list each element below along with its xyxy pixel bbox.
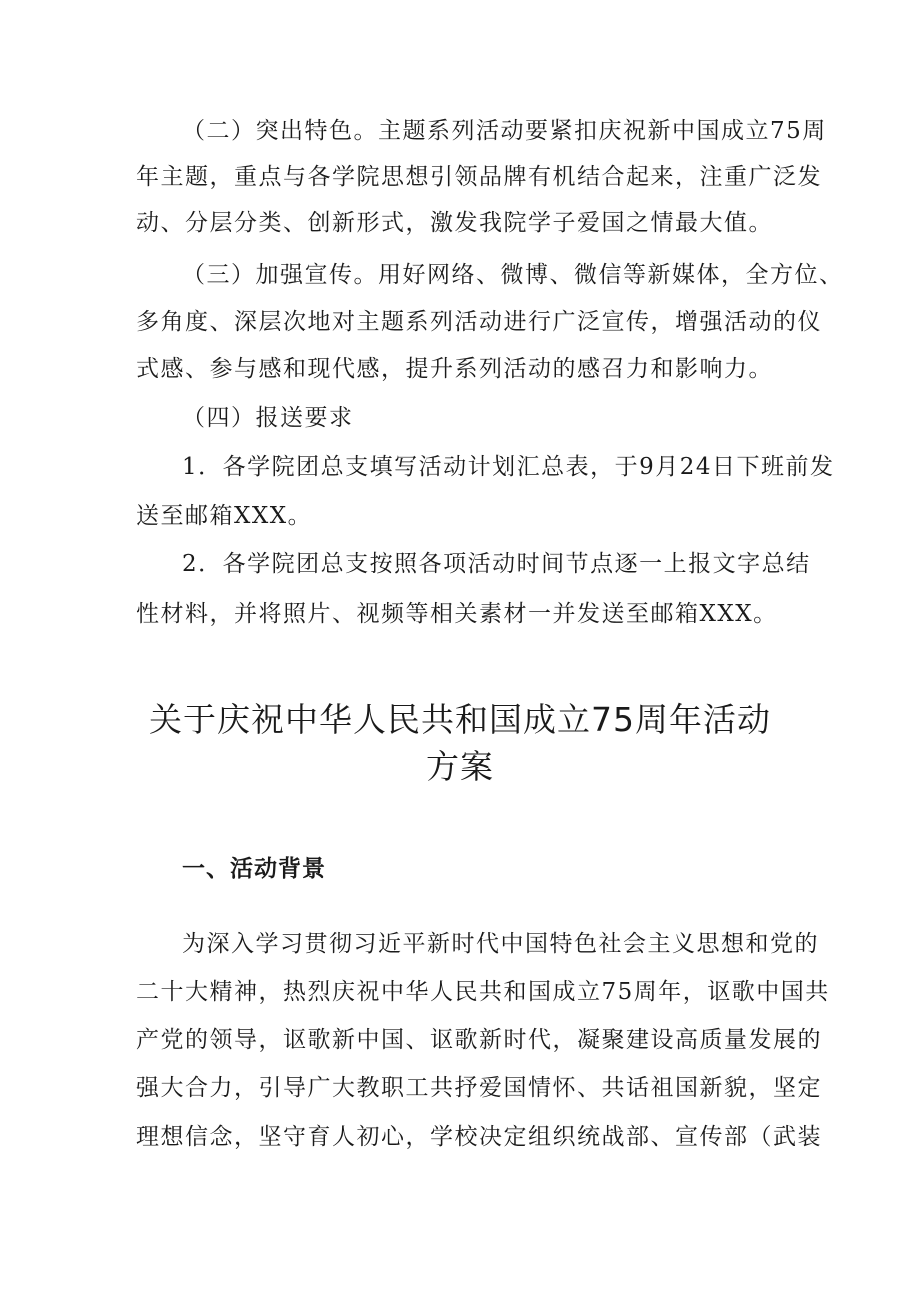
section4-heading: （四）报送要求 (182, 405, 354, 431)
document-title-line-1: 关于庆祝中华人民共和国成立75周年活动 (149, 700, 771, 739)
section2-line-2: 年主题，重点与各学院思想引领品牌有机结合起来，注重广泛发 (136, 164, 822, 190)
section3-line-1: （三）加强宣传。用好网络、微博、微信等新媒体，全方位、 (182, 262, 844, 288)
background-line-1: 为深入学习贯彻习近平新时代中国特色社会主义思想和党的 (182, 931, 819, 957)
section3-line-3: 式感、参与感和现代感，提升系列活动的感召力和影响力。 (136, 356, 773, 382)
background-heading: 一、活动背景 (182, 856, 326, 882)
section3-line-2: 多角度、深层次地对主题系列活动进行广泛宣传，增强活动的仪 (136, 309, 822, 335)
section2-line-3: 动、分层分类、创新形式，激发我院学子爱国之情最大值。 (136, 210, 773, 236)
background-line-3: 产党的领导，讴歌新中国、讴歌新时代，凝聚建设高质量发展的 (136, 1027, 822, 1053)
section4-item1-line-1: 1．各学院团总支填写活动计划汇总表，于9月24日下班前发 (182, 454, 835, 480)
section4-item1-line-2: 送至邮箱XXX。 (136, 503, 313, 529)
background-line-2: 二十大精神，热烈庆祝中华人民共和国成立75周年，讴歌中国共 (136, 979, 830, 1005)
background-line-4: 强大合力，引导广大教职工共抒爱国情怀、共话祖国新貌，坚定 (136, 1075, 822, 1101)
section2-line-1: （二）突出特色。主题系列活动要紧扣庆祝新中国成立75周 (182, 118, 827, 144)
section4-item2-line-2: 性材料，并将照片、视频等相关素材一并发送至邮箱XXX。 (136, 601, 778, 627)
section4-item2-line-1: 2．各学院团总支按照各项活动时间节点逐一上报文字总结 (182, 551, 811, 577)
document-title-line-2: 方案 (426, 747, 494, 786)
background-line-5: 理想信念，坚守育人初心，学校决定组织统战部、宣传部（武装 (136, 1124, 822, 1150)
